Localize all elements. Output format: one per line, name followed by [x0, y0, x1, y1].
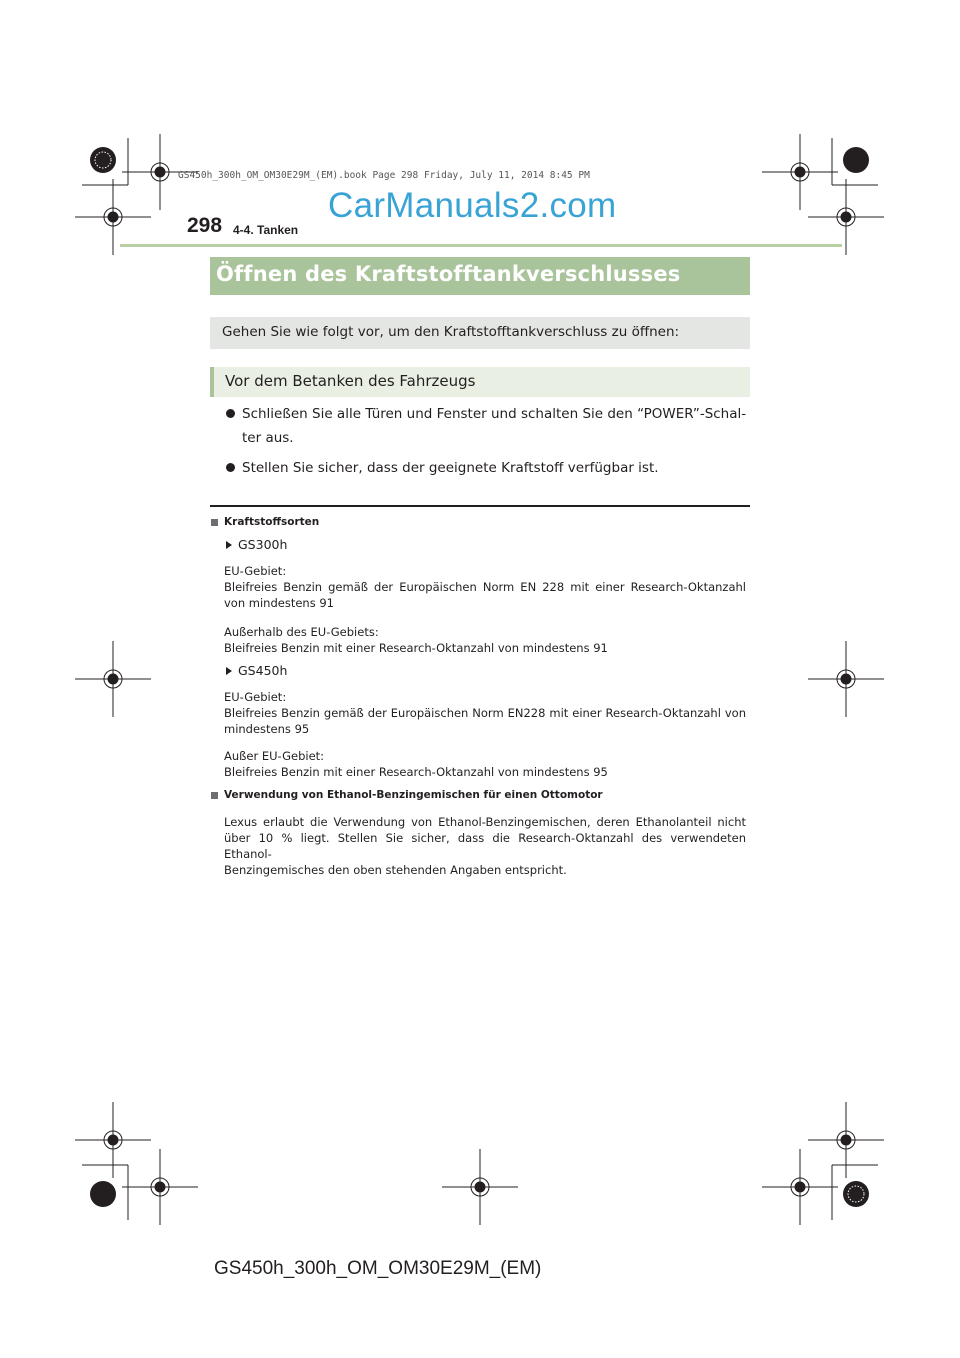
text-line: Außerhalb des EU-Gebiets:	[224, 625, 379, 639]
footer-doc-id: GS450h_300h_OM_OM30E29M_(EM)	[214, 1258, 542, 1279]
bullet-line: ter aus.	[242, 430, 294, 446]
bullet-line: Schließen Sie alle Türen und Fenster und schalten Sie den “POWER”-Schal-	[242, 406, 747, 422]
bullet-dot-icon	[226, 463, 235, 472]
subheading-accent	[210, 367, 214, 397]
text-line: Bleifreies Benzin gemäß der Europäischen Norm EN 228 mit einer Research-Oktanzahl	[224, 580, 746, 594]
corner-dial-icon	[90, 147, 869, 1207]
gs450h-eu	[224, 689, 746, 737]
text-line: Bleifreies Benzin mit einer Research-Oktanzahl von mindestens 95	[224, 765, 608, 779]
book-file-info: GS450h_300h_OM_OM30E29M_(EM).book Page 298 Friday, July 11, 2014 8:45 PM	[178, 170, 590, 181]
intro-text: Gehen Sie wie folgt vor, um den Kraftstofftankverschluss zu öffnen:	[222, 324, 680, 340]
gs450h-non-eu	[224, 748, 746, 780]
text-line: Bleifreies Benzin gemäß der Europäischen Norm EN228 mit einer Research-Oktanzahl von	[224, 706, 746, 720]
text-line: von mindestens 91	[224, 596, 334, 610]
square-bullet-icon	[211, 519, 218, 526]
page-number: 298	[187, 214, 223, 237]
note-heading-fuel: Kraftstoffsorten	[224, 516, 320, 528]
ethanol-paragraph	[224, 814, 746, 878]
gs300h-non-eu	[224, 624, 746, 656]
text-line: Außer EU-Gebiet:	[224, 749, 325, 763]
page-title: Öffnen des Kraftstofftankverschlusses	[216, 262, 681, 286]
text-line: EU-Gebiet:	[224, 690, 287, 704]
subheading: Vor dem Betanken des Fahrzeugs	[225, 372, 476, 390]
bullet-item	[242, 456, 659, 480]
watermark-text: CarManuals2.com	[328, 186, 617, 225]
text-line: über 10 % liegt. Stellen Sie sicher, dass die Research-Oktanzahl des verwendeten Ethanol-	[224, 831, 746, 861]
note-heading-ethanol: Verwendung von Ethanol-Benzingemischen für einen Ottomotor	[224, 789, 603, 801]
section-divider	[210, 505, 750, 507]
text-line: Bleifreies Benzin mit einer Research-Oktanzahl von mindestens 91	[224, 641, 608, 655]
triangle-bullet-icon	[226, 541, 232, 549]
bullet-item	[242, 402, 746, 450]
triangle-bullet-icon	[226, 667, 232, 675]
variant-label-gs450h: GS450h	[238, 663, 288, 678]
text-line: mindestens 95	[224, 722, 310, 736]
header-rule	[120, 244, 842, 247]
section-label: 4-4. Tanken	[233, 223, 299, 237]
crosshair-icon	[75, 134, 884, 1225]
text-line: Lexus erlaubt die Verwendung von Ethanol-Benzingemischen, deren Ethanolanteil nicht	[224, 815, 746, 829]
text-line: Benzingemisches den oben stehenden Angaben entspricht.	[224, 863, 567, 877]
bullet-dot-icon	[226, 409, 235, 418]
bullet-line: Stellen Sie sicher, dass der geeignete Kraftstoff verfügbar ist.	[242, 460, 659, 476]
variant-label-gs300h: GS300h	[238, 537, 288, 552]
square-bullet-icon	[211, 792, 218, 799]
text-line: EU-Gebiet:	[224, 564, 287, 578]
gs300h-eu	[224, 563, 746, 611]
